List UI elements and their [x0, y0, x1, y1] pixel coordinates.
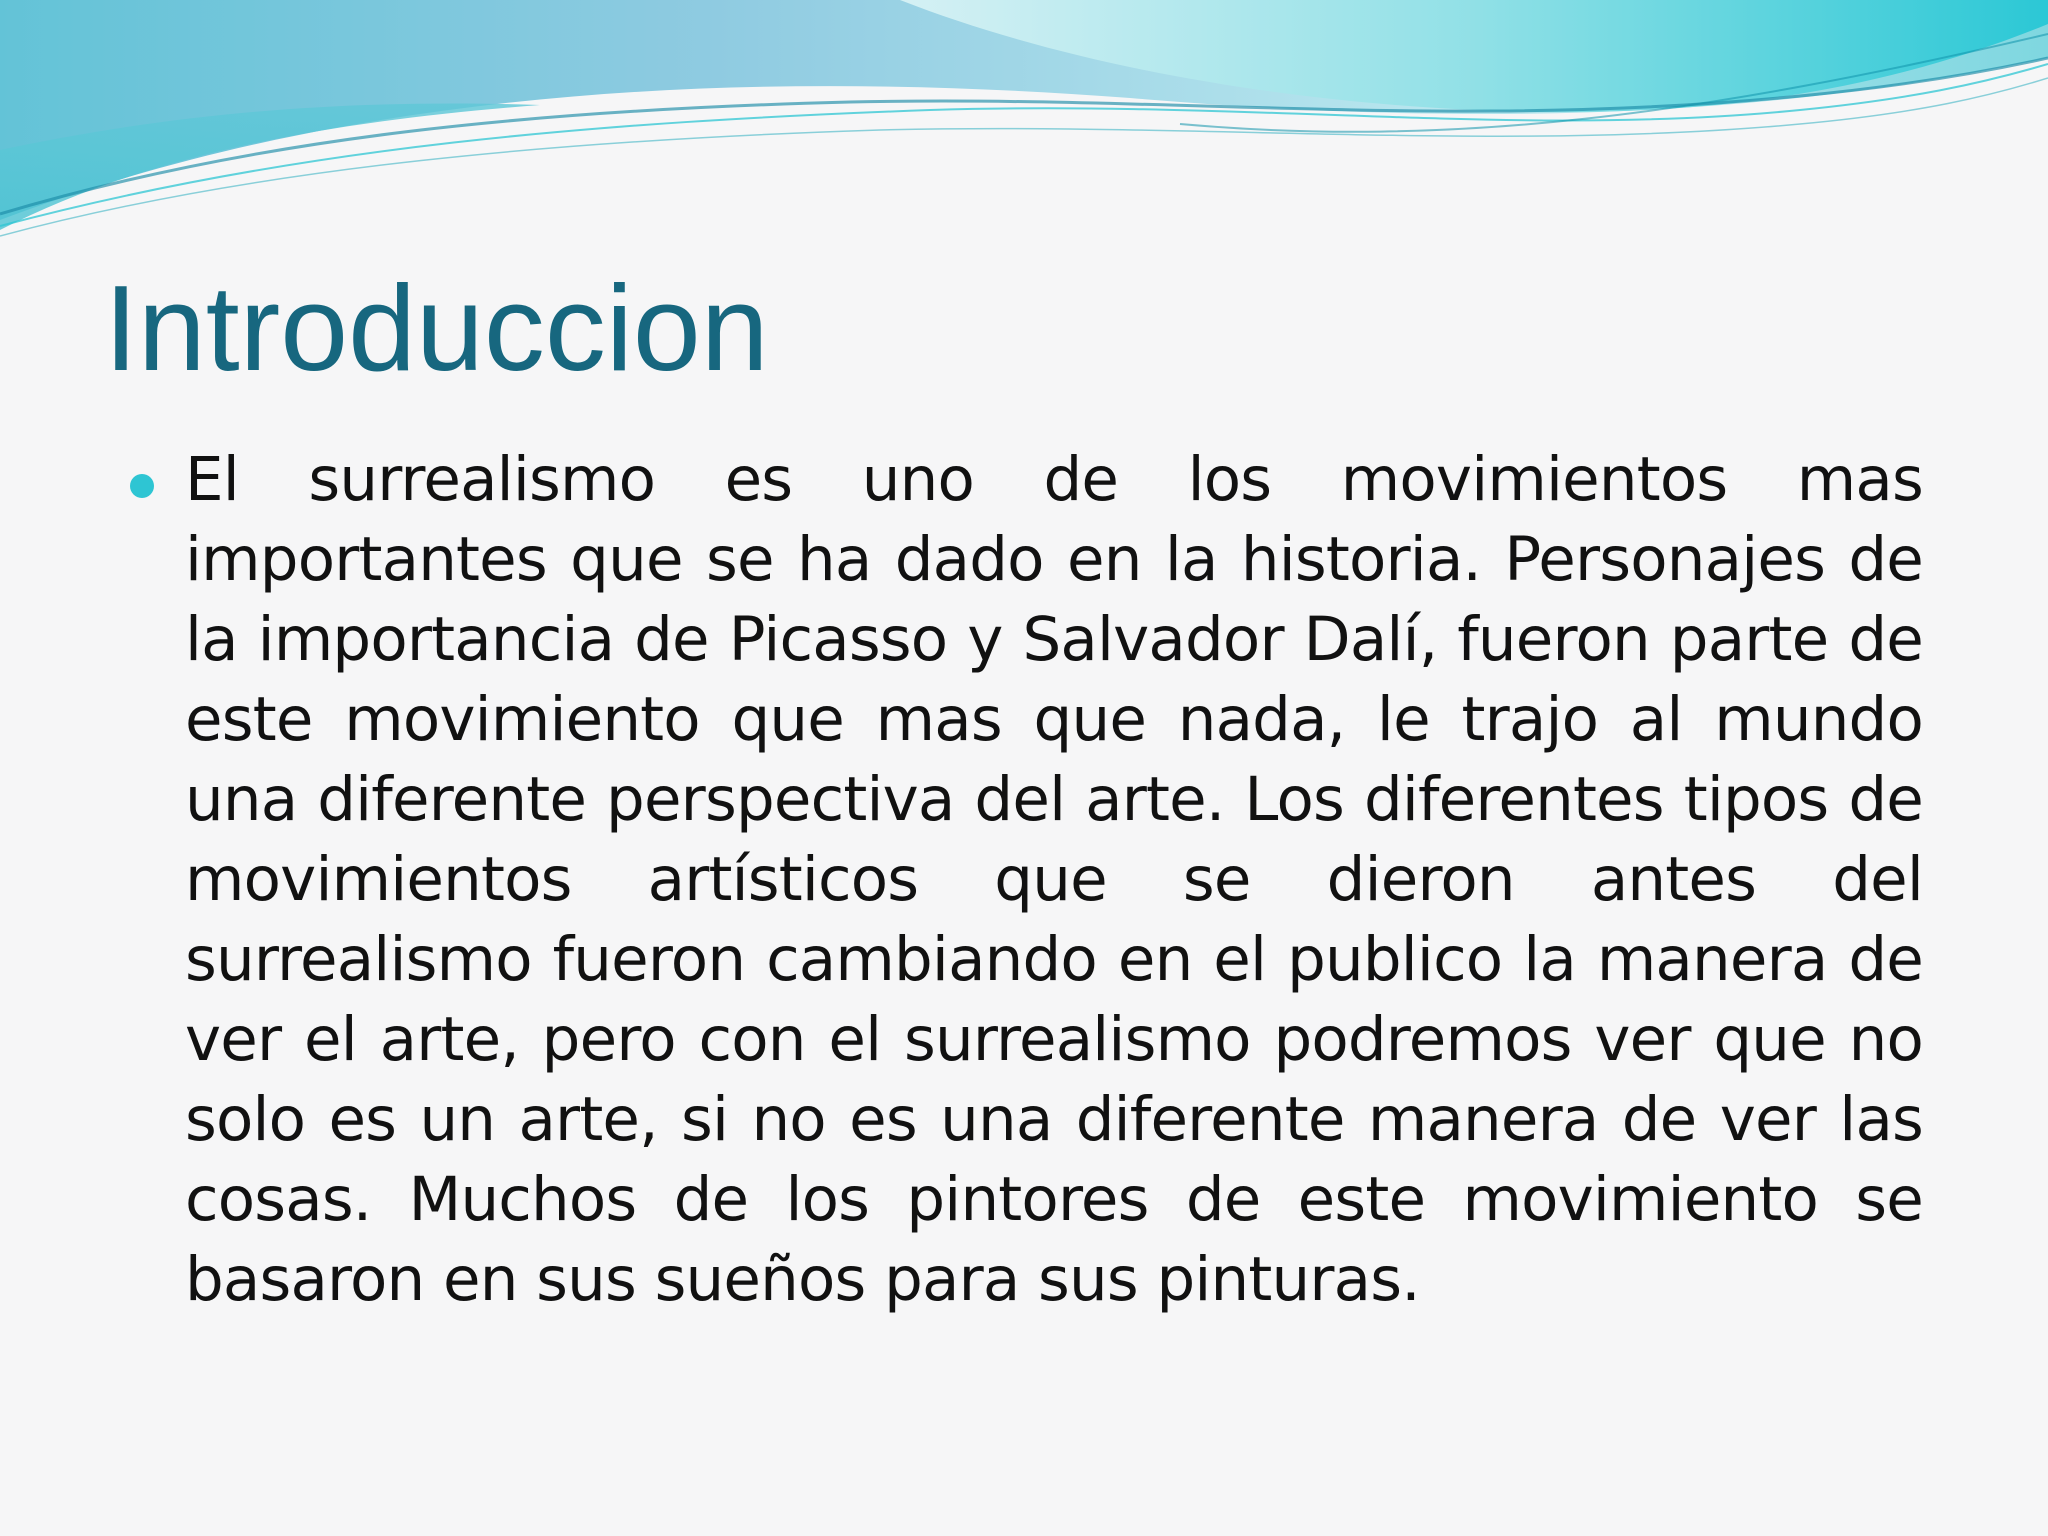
- wave-header-decoration: [0, 0, 2048, 240]
- bullet-dot-icon: [130, 474, 154, 498]
- slide-title: Introduccion: [104, 260, 769, 396]
- bullet-text: El surrealismo es uno de los movimientos mas importantes que se ha dado en la historia. Personajes de la importancia de Picasso y Salvador Dalí, fueron parte de este movimiento que mas que nada, le trajo al mundo una diferente perspectiva del arte. Los diferentes tipos de movimientos artísticos que se dieron antes del surrealismo fueron cambiando en el publico la manera de ver el arte, pero con el surrealismo podremos ver que no solo es un arte, si no es una diferente manera de ver las cosas. Muchos de los pintores de este movimiento se basaron en sus sueños para sus pinturas.: [185, 444, 1923, 1315]
